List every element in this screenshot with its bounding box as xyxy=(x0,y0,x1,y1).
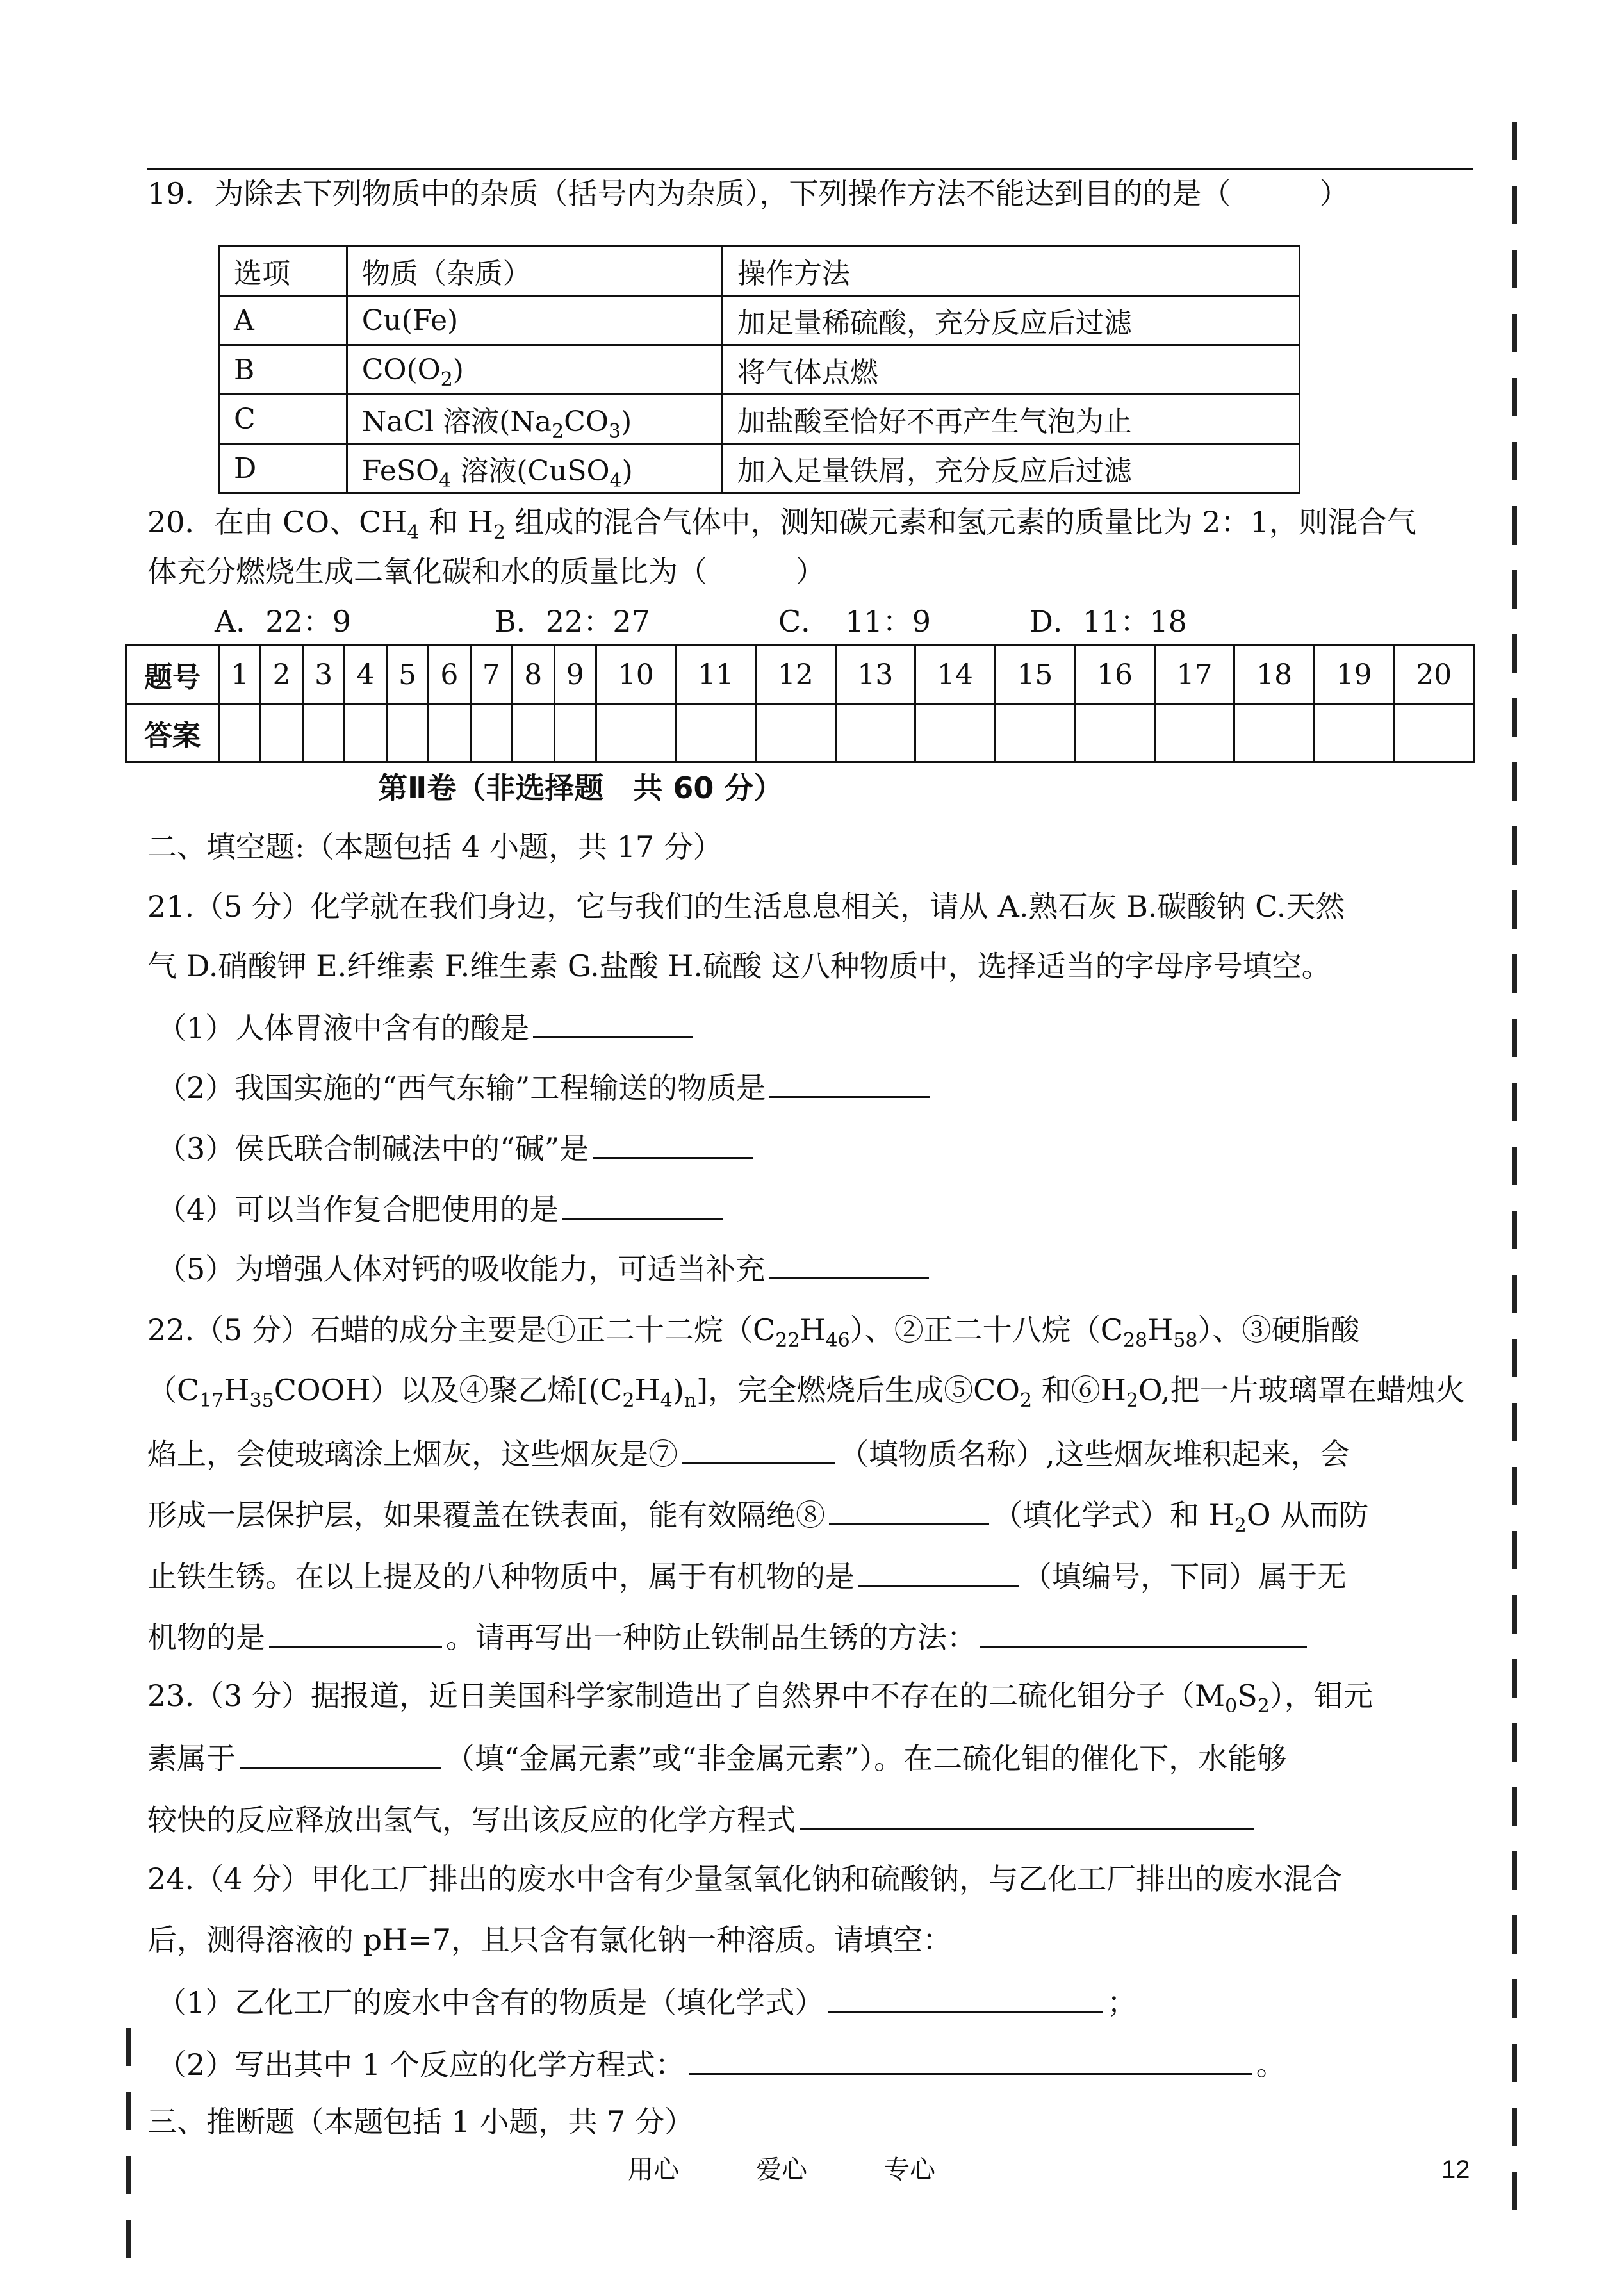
answer-grid xyxy=(125,644,1475,763)
q19-stem: 19．为除去下列物质中的杂质（括号内为杂质），下列操作方法不能达到目的的是（ ） xyxy=(147,176,1349,211)
question-number: 11 xyxy=(676,646,756,704)
table-row xyxy=(219,296,1300,345)
question-number: 9 xyxy=(554,646,596,704)
question-number: 1 xyxy=(219,646,261,704)
answer-blank[interactable] xyxy=(689,2044,1252,2075)
answer-blank[interactable] xyxy=(800,1799,1254,1830)
answer-cell[interactable] xyxy=(756,704,836,762)
q21-line-2: 气 D.硝酸钾 E.纤维素 F.维生素 G.盐酸 H.硫酸 这八种物质中，选择适当的字母序号填空。 xyxy=(147,949,1331,983)
q24-item-1: （1）乙化工厂的废水中含有的物质是（填化学式） ； xyxy=(157,1981,1473,2022)
substance-cell: NaCl 溶液$(Na_2CO_3)$ xyxy=(347,395,722,444)
choice-d: D．11：18 xyxy=(1029,604,1187,639)
answer-blank[interactable] xyxy=(562,1188,723,1220)
answer-blank[interactable] xyxy=(828,1981,1103,2013)
answer-grid-answer-row xyxy=(126,704,1474,762)
footer-motto-1: 用心 xyxy=(628,2155,679,2184)
q23-line-2: 素属于 （填“金属元素”或“非金属元素”）。在二硫化钼的催化下，水能够 xyxy=(147,1737,1473,1778)
answer-cell[interactable] xyxy=(676,704,756,762)
question-number: 14 xyxy=(915,646,996,704)
footer-motto-2: 爱心 xyxy=(756,2155,807,2184)
answer-cell[interactable] xyxy=(513,704,554,762)
header-option: 选项 xyxy=(219,247,347,296)
substance-cell: FeSO$_4$ 溶液(CuSO$_4$) xyxy=(347,444,722,493)
answer-blank[interactable] xyxy=(769,1067,930,1098)
answer-blank[interactable] xyxy=(593,1127,753,1159)
method-cell: 将气体点燃 xyxy=(722,345,1299,395)
option-label: A xyxy=(219,296,347,345)
q21-item-5: （5）为增强人体对钙的吸收能力，可适当补充 xyxy=(157,1248,1473,1288)
row-label-answer: 答案 xyxy=(126,704,219,762)
q21-line-1: 21.（5 分）化学就在我们身边，它与我们的生活息息相关，请从 A.熟石灰 B.碳酸钠 C.天然 xyxy=(147,889,1345,924)
question-number: 10 xyxy=(596,646,676,704)
answer-blank[interactable] xyxy=(240,1737,441,1769)
question-number: 5 xyxy=(386,646,428,704)
answer-cell[interactable] xyxy=(470,704,512,762)
answer-cell[interactable] xyxy=(1154,704,1234,762)
substance-cell: $CO(O_2)$ xyxy=(347,345,722,395)
row-label-number: 题号 xyxy=(126,646,219,704)
page-number: 12 xyxy=(1441,2156,1470,2184)
q21-item-3: （3）侯氏联合制碱法中的“碱”是 xyxy=(157,1127,1473,1168)
q20-line-2: 体充分燃烧生成二氧化碳和水的质量比为（ ） xyxy=(147,554,825,589)
footer-motto-3: 专心 xyxy=(884,2155,935,2184)
option-label: C xyxy=(219,395,347,444)
choice-b: B．22：27 xyxy=(495,604,650,639)
question-number: 20 xyxy=(1394,646,1474,704)
answer-blank[interactable] xyxy=(858,1555,1019,1587)
question-number: 3 xyxy=(302,646,344,704)
question-number: 4 xyxy=(345,646,386,704)
q24-line-1: 24.（4 分）甲化工厂排出的废水中含有少量氢氧化钠和硫酸钠，与乙化工厂排出的废水混合 xyxy=(147,1862,1343,1896)
q19-options-table xyxy=(218,245,1300,494)
part-3-heading: 三、推断题（本题包括 1 小题，共 7 分） xyxy=(147,2104,694,2139)
answer-cell[interactable] xyxy=(345,704,386,762)
table-row xyxy=(219,395,1300,444)
answer-cell[interactable] xyxy=(386,704,428,762)
q23-line-3: 较快的反应释放出氢气，写出该反应的化学方程式 xyxy=(147,1799,1473,1839)
answer-cell[interactable] xyxy=(835,704,915,762)
method-cell: 加盐酸至恰好不再产生气泡为止 xyxy=(722,395,1299,444)
answer-cell[interactable] xyxy=(302,704,344,762)
answer-cell[interactable] xyxy=(1075,704,1155,762)
question-number: 18 xyxy=(1234,646,1315,704)
section-2-title: 第Ⅱ卷（非选择题 共 60 分） xyxy=(378,771,783,805)
answer-blank[interactable] xyxy=(682,1433,835,1464)
q21-item-4: （4）可以当作复合肥使用的是 xyxy=(157,1188,1473,1229)
answer-cell[interactable] xyxy=(1314,704,1394,762)
answer-blank[interactable] xyxy=(769,1248,929,1279)
option-label: B xyxy=(219,345,347,395)
choice-a: A．22：9 xyxy=(215,604,352,639)
answer-cell[interactable] xyxy=(429,704,470,762)
question-number: 8 xyxy=(513,646,554,704)
choice-c: C． 11：9 xyxy=(778,604,931,639)
question-number: 2 xyxy=(261,646,302,704)
table-header-row xyxy=(219,247,1300,296)
question-number: 7 xyxy=(470,646,512,704)
answer-cell[interactable] xyxy=(1234,704,1315,762)
substance-cell: Cu(Fe) xyxy=(347,296,722,345)
q22-line-5: 止铁生锈。在以上提及的八种物质中，属于有机物的是 （填编号，下同）属于无 xyxy=(147,1555,1473,1596)
header-rule xyxy=(147,168,1473,170)
table-row xyxy=(219,345,1300,395)
answer-cell[interactable] xyxy=(554,704,596,762)
table-row xyxy=(219,444,1300,493)
q22-line-3: 焰上，会使玻璃涂上烟灰，这些烟灰是⑦ （填物质名称）,这些烟灰堆积起来，会 xyxy=(147,1433,1473,1473)
q24-line-2: 后，测得溶液的 pH=7，且只含有氯化钠一种溶质。请填空： xyxy=(147,1922,952,1957)
question-number: 19 xyxy=(1314,646,1394,704)
q24-item-2: （2）写出其中 1 个反应的化学方程式： 。 xyxy=(157,2044,1473,2084)
answer-blank[interactable] xyxy=(829,1494,989,1525)
q21-item-1: （1）人体胃液中含有的酸是 xyxy=(157,1007,1473,1047)
question-number: 16 xyxy=(1075,646,1155,704)
answer-grid-number-row xyxy=(126,646,1474,704)
answer-cell[interactable] xyxy=(1394,704,1474,762)
question-number: 12 xyxy=(756,646,836,704)
q22-line-4: 形成一层保护层，如果覆盖在铁表面，能有效隔绝⑧ （填化学式）和 $H_2O$ 从而防 xyxy=(147,1494,1473,1534)
q23-line-1: 23.（3 分）据报道，近日美国科学家制造出了自然界中不存在的二硫化钼分子$(M_0S_2)$，钼元 xyxy=(147,1678,1373,1718)
answer-blank[interactable] xyxy=(980,1616,1307,1648)
q22-line-1: 22.（5 分）石蜡的成分主要是①正二十二烷$(C_{22}H_{46})$、②正二十八烷$(C_{28}H_{58})$、③硬脂酸 xyxy=(147,1313,1360,1352)
question-number: 13 xyxy=(835,646,915,704)
question-number: 6 xyxy=(429,646,470,704)
answer-blank[interactable] xyxy=(269,1616,442,1648)
q21-item-2: （2）我国实施的“西气东输”工程输送的物质是 xyxy=(157,1067,1473,1107)
method-cell: 加入足量铁屑，充分反应后过滤 xyxy=(722,444,1299,493)
answer-blank[interactable] xyxy=(533,1007,693,1038)
question-number: 15 xyxy=(995,646,1075,704)
question-number: 17 xyxy=(1154,646,1234,704)
option-label: D xyxy=(219,444,347,493)
answer-cell[interactable] xyxy=(915,704,996,762)
part-2-heading: 二、填空题:（本题包括 4 小题，共 17 分） xyxy=(147,830,723,864)
answer-cell[interactable] xyxy=(596,704,676,762)
answer-cell[interactable] xyxy=(995,704,1075,762)
header-method: 操作方法 xyxy=(722,247,1299,296)
q20-line-1: 20．在由 CO、$CH_4$ 和 $H_2$ 组成的混合气体中，测知碳元素和氢元素的质量比为 2：1，则混合气 xyxy=(147,505,1416,545)
method-cell: 加足量稀硫酸，充分反应后过滤 xyxy=(722,296,1299,345)
q22-line-6: 机物的是 。请再写出一种防止铁制品生锈的方法： xyxy=(147,1616,1473,1657)
header-substance: 物质（杂质） xyxy=(347,247,722,296)
answer-cell[interactable] xyxy=(261,704,302,762)
q22-line-2: $(C_{17}H_{35}COOH)$以及④聚乙烯$[(C_2H_4)_n]$，完全燃烧后生成$⑤CO_2$ 和$⑥H_2O$,把一片玻璃罩在蜡烛火 xyxy=(147,1373,1465,1413)
answer-cell[interactable] xyxy=(219,704,261,762)
